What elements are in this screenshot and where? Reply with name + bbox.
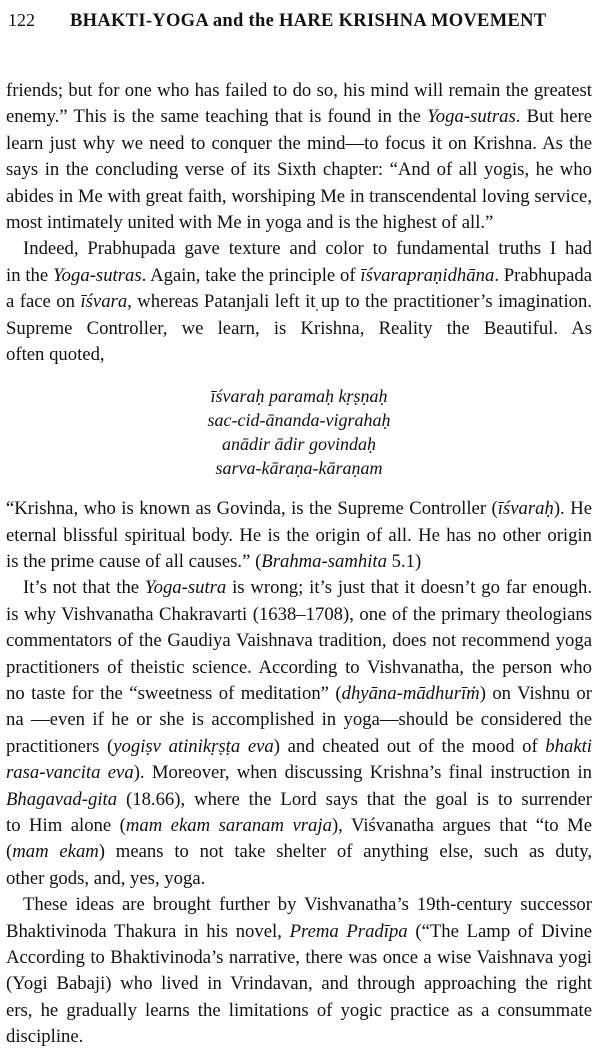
verse-line: sarva-kāraṇa-kāraṇam (215, 458, 383, 479)
text-line: most intimately united with Me in yoga and is the highest of all.” (6, 211, 494, 233)
text-line: says in the concluding verse of its Sixth chapter: “And of all yogis, he who (6, 159, 592, 181)
paragraph-3 (6, 496, 592, 575)
text-line: These ideas are brought further by Vishvanatha’s 19th-century successor (23, 894, 592, 916)
text-line: Bhagavad-gita (18.66), where the Lord says that the goal is to surrender (6, 788, 592, 810)
verse-line: sac-cid-ānanda-vigrahaḥ (207, 410, 391, 431)
text-line: no taste for the “sweetness of meditation” (dhyāna-mādhurīṁ) on Vishnu or (6, 683, 592, 705)
paragraph-5 (6, 892, 592, 1050)
page-number: 122 (8, 10, 35, 30)
text-line: Indeed, Prabhupada gave texture and color to fundamental truths I had (23, 238, 592, 260)
text-line: a face on īśvara, whereas Patanjali left it up to the practitioner’s imagination. (6, 291, 592, 313)
text-line: other gods, and, yes, yoga. (6, 867, 206, 889)
text-line: eternal blissful spiritual body. He is the origin of all. He has no other origin (6, 524, 592, 546)
text-line: practitioners of theistic science. According to Vishvanatha, the person who (6, 656, 592, 678)
text-line: to Him alone (mam ekam saranam vraja), Viśvanatha argues that “to Me (6, 814, 592, 836)
text-line: commentators of the Gaudiya Vaishnava tradition, does not recommend yoga (6, 630, 592, 652)
running-header (8, 10, 586, 32)
text-line: in the Yoga-sutras. Again, take the principle of īśvarapraṇidhāna. Prabhupada (6, 264, 592, 286)
text-line: Supreme Controller, we learn, is Krishna, Reality the Beautiful. As (6, 317, 592, 339)
text-line: often quoted, (6, 343, 105, 365)
running-title: BHAKTI-YOGA and the HARE KRISHNA MOVEMENT (70, 11, 547, 31)
text-line: is the prime cause of all causes.” (Brahma-samhita 5.1) (6, 551, 422, 573)
text-line: (mam ekam) means to not take shelter of anything else, such as duty, (6, 841, 592, 863)
text-line: “Krishna, who is known as Govinda, is the Supreme Controller (īśvaraḥ). He (6, 498, 592, 520)
text-line: enemy.” This is the same teaching that is found in the Yoga-sutras. But here (6, 106, 592, 128)
text-line: According to Bhaktivinoda’s narrative, there was once a wise Vaishnava yogi (6, 946, 592, 968)
paragraph-1 (6, 78, 592, 236)
text-line: learn just why we need to conquer the mind—to focus it on Krishna. As the (6, 132, 592, 154)
sanskrit-verse (6, 384, 592, 480)
text-line: abides in Me with great faith, worshiping Me in transcendental loving service, (6, 185, 592, 207)
verse-line: īśvaraḥ paramaḥ kṛṣṇaḥ (210, 386, 388, 407)
text-line: (Yogi Babaji) who lived in Vrindavan, and through approaching the right (6, 973, 592, 995)
text-line: ers, he gradually learns the limitations of yogic practice as a consummate (6, 999, 592, 1021)
text-line: practitioners (yogiṣv atinikṛṣṭa eva) and cheated out of the mood of bhakti (6, 735, 592, 757)
text-line: It’s not that the Yoga-sutra is wrong; it’s just that it doesn’t go far enough. (23, 577, 592, 599)
text-line: discipline. (6, 1026, 84, 1048)
verse-line: anādir ādir govindaḥ (221, 434, 376, 455)
text-line: is why Vishvanatha Chakravarti (1638–1708), one of the primary theologians (6, 603, 592, 625)
paragraph-4 (6, 575, 592, 892)
text-line: friends; but for one who has failed to do so, his mind will remain the greatest (6, 80, 592, 101)
paragraph-2 (6, 236, 592, 368)
body-text (6, 78, 592, 1051)
text-line: Bhaktivinoda Thakura in his novel, Prema Pradīpa (“The Lamp of Divine (6, 920, 592, 942)
text-line: rasa-vancita eva). Moreover, when discussing Krishna’s final instruction in (6, 762, 592, 784)
text-line: na —even if he or she is accomplished in yoga—should be considered the (6, 709, 592, 731)
